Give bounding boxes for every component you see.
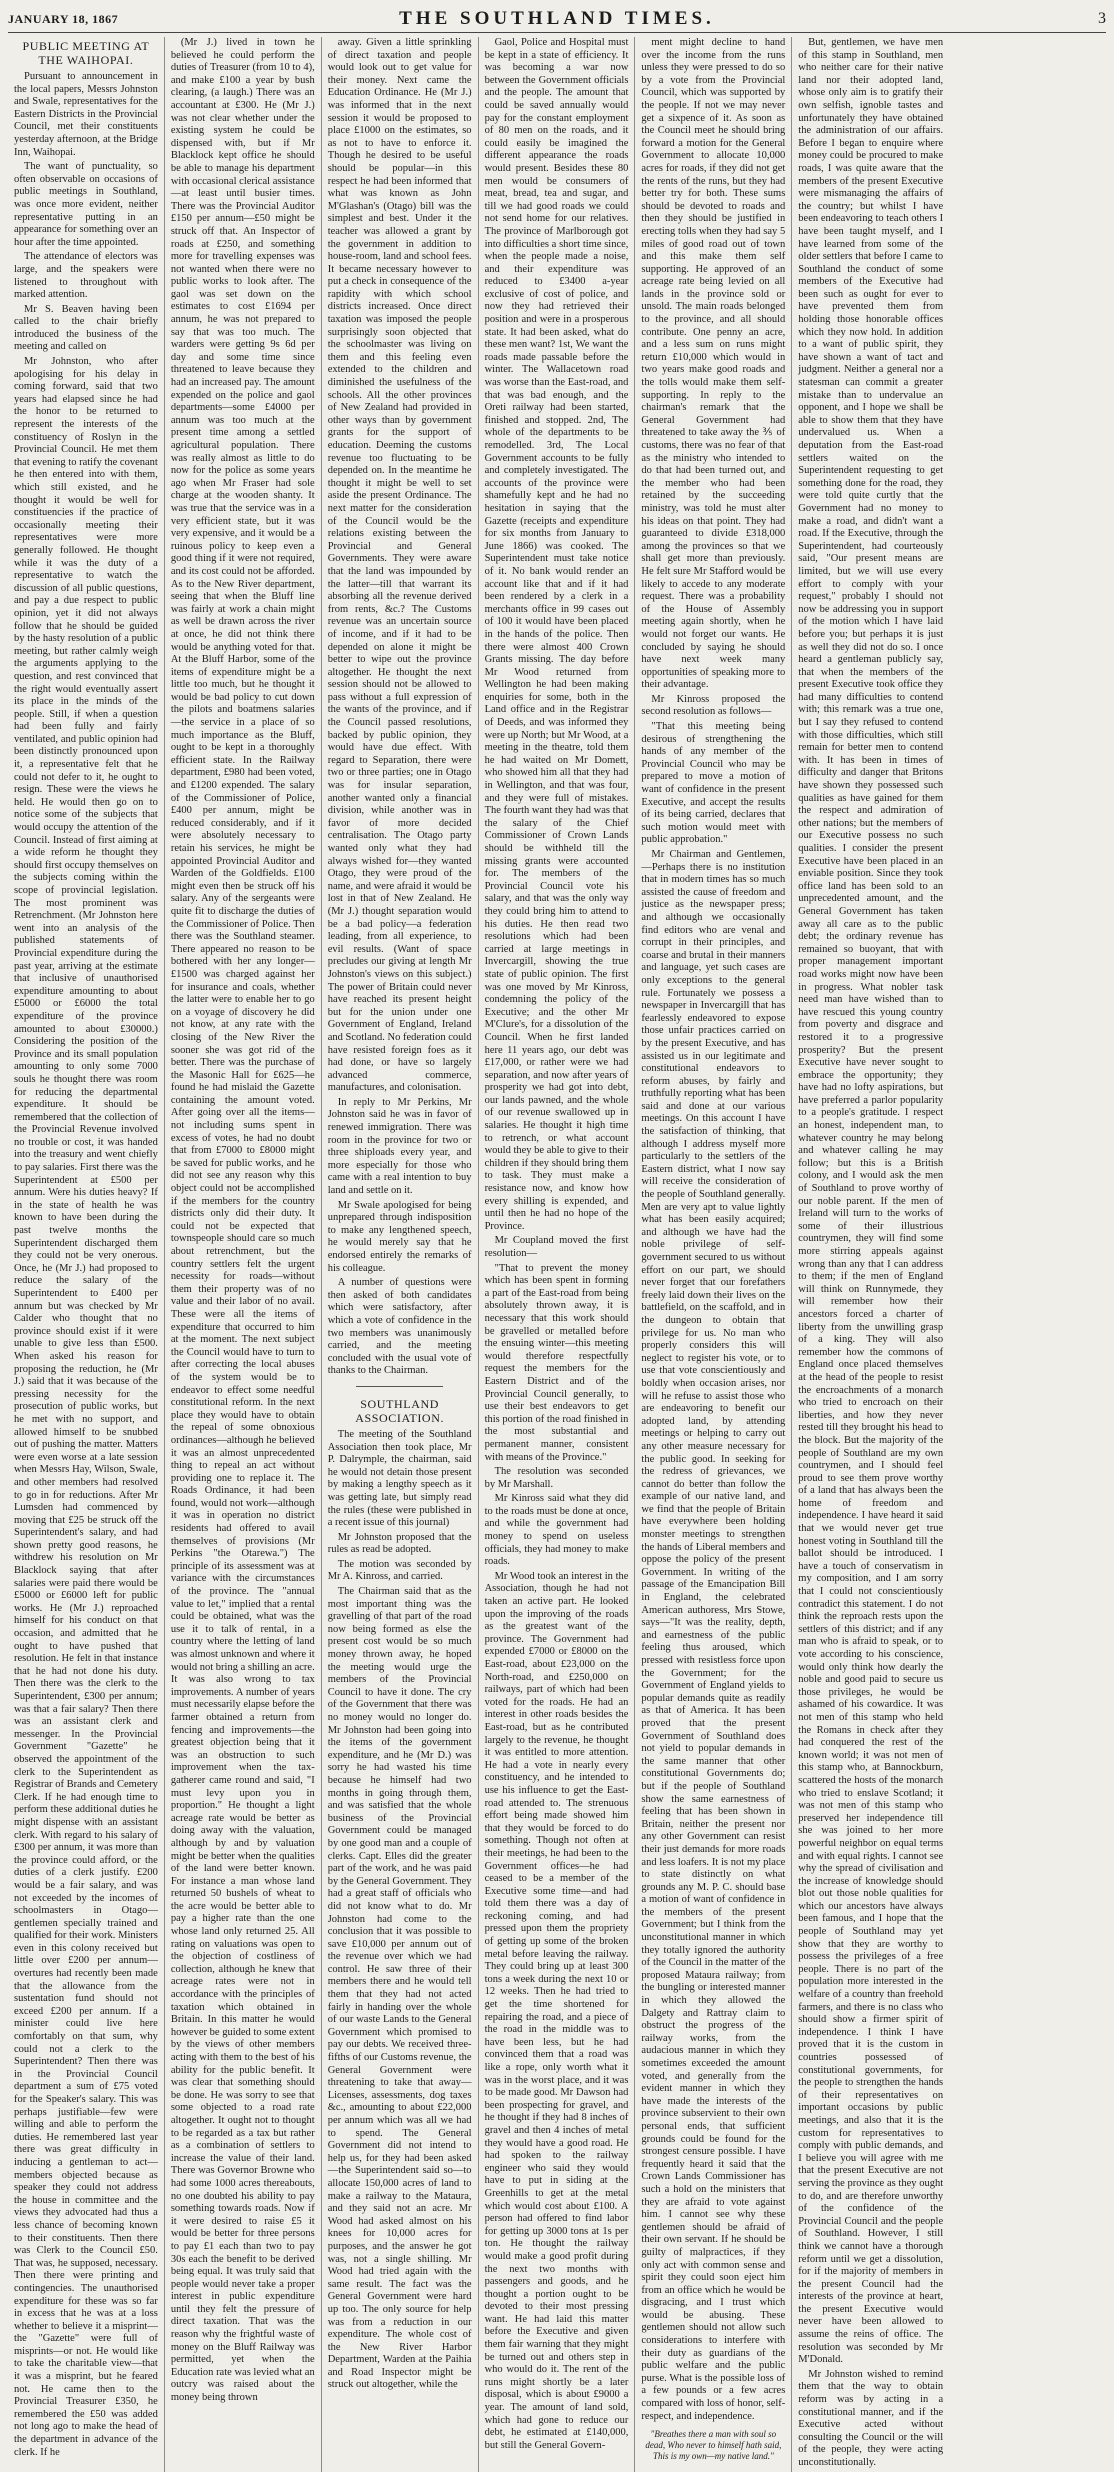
paragraph: The meeting of the Southland Association then took place, Mr P. Dalrymple, the chairman, said he would not detain those present by making a lengthy speech as it was getting late, but simply read the rules (these were published in a recent issue of this journal)	[327, 1428, 472, 1529]
paragraph: Mr Johnston proposed that the rules as read be adopted.	[327, 1531, 472, 1556]
column-2-body	[171, 37, 315, 2405]
paragraph: Mr Kinross said what they did to the roads must be done at once, and while the government had money to spend on useless officials, they had money to make roads.	[484, 1493, 629, 1568]
paragraph: Mr Chairman and Gentlemen,—Perhaps there is no institution that in modern times has so much assisted the cause of freedom and justice as the newspaper press; and although we occasionally find editors who are venal and corrupt in their principles, and coarse and brutal in their manners and language, yet such cases are only exceptions to the general rule. Fortunately we possess a newspaper in Invercargill that has fearlessly endeavored to expose those unfair practices carried on by the present Executive, and has assisted us in our legitimate and constitutional endeavors to reform abuses, by fairly and truthfully reporting what has been said and done at our various meetings. On this account I have the satisfaction of thinking, that although I address myself more particularly to the settlers of the Eastern district, what I now say will receive the consideration of the people of Southland generally. Men are very apt to value lightly what has been easily acquired; and although we have had the noble privilege of self-government secured to us without effort on our part, we should never forget that our forefathers freely laid down their lives on the battlefield, on the scaffold, and in the dungeon to obtain that privilege for us. No man who properly considers this will neglect to register his vote, or to use that vote conscientiously and boldly when occasion arises, nor will he refuse to assist those who are endeavoring to benefit our adopted land, by attending meetings or helping to carry out any other measure necessary for the public good. In seeking for the redress of grievances, we cannot do better than follow the example of our native land, and we find that the people of Britain have everywhere been holding monster meetings to strengthen the hands of Liberal members and oppose the policy of the present Government. In writing of the passage of the Emancipation Bill in England, the celebrated American authoress, Mrs Stowe, says—"It was the reality, depth, and earnestness of the public feeling thus aroused, which pressed with resistless force upon the Government; for the Government of England yields to popular demands quite as readily as that of America. It has been proved that the present Government of Southland does not yield to popular demands in the same manner that other constitutional Governments do; but if the people of Southland show the same earnestness of feeling that has been shown in Britain, neither the present nor any other Government can resist their just demands for more roads and less loafers. It is not my place to state distinctly on what grounds any M. P. C. should base a motion of want of confidence in the members of the present Government; but I think from the unconstitutional manner in which they totally ignored the authority of the Council in the matter of the proposed Mataura railway; from the bungling or interested manner in which they allowed the Dalgety and Rattray claim to obstruct the progress of the railway works, from the audacious manner in which they sometimes exceeded the amount voted, and generally from the evident manner in which they have made the interests of the province subservient to their own personal ends, that sufficient grounds could be found for the strongest censure possible. I have frequently heard it said that the Crown Lands Commissioner has such a hold on the ministers that they are afraid to vote against him. I cannot see why these gentlemen should be afraid of their own servant. If he should be guilty of malpractices, if they only act with common sense and spirit they could soon eject him from an office which he would be disgracing, and I trust which would be abusing. These gentlemen should not allow such considerations to interfere with their duty as guardians of the public welfare and the public purse. What is the possible loss of a few pounds or a few acres compared with loss of honor, self-respect, and independence.	[641, 849, 786, 2422]
issue-date: JANUARY 18, 1867	[8, 11, 119, 26]
paragraph: But, gentlemen, we have men of this stamp in Southland, men who neither care for their native land nor their adopted land, whose only aim is to gratify their own selfish, ignoble tastes and unfortunately they have obtained the administration of our affairs. Before I began to enquire where money could be procured to make roads, I was quite aware that the members of the present Executive were mismanaging the affairs of the country; but whilst I have been endeavoring to teach others I have been taught myself, and I have learned from some of the older settlers that before I came to Southland the conduct of some members of the Executive had been such as ought for ever to have prevented them from holding those honorable offices which they now hold. In addition to a want of public spirit, they have shown a want of tact and judgment. Neither a general nor a statesman can commit a greater mistake than to undervalue an opponent, and I hope we shall be able to show them that they have undervalued us. When a deputation from the East-road settlers waited on the Superintendent requesting to get something done for the road, they were told quite curtly that the Government had no money to make a road, and didn't want a road. If the Executive, through the Superintendent, had courteously said, "Our present means are limited, but we will use every effort to comply with your request," probably I should not now be addressing you in support of the motion which I have laid before you; but perhaps it is just as well they did not do so. I once heard a gentleman publicly say, that when the members of the present Executive took office they had many difficulties to contend with; this remark was a true one, but I say they refused to contend with those difficulties, which still remain for better men to contend with. It has been in times of difficulty and danger that Britons have shown they possessed such qualities as have gained for them the respect and admiration of other nations; but the members of our Executive possess no such qualities. I consider the present Executive have been placed in an enviable position. Since they took office land has been sold to an unprecedented amount, and the General Government has taken away all care as to the public debt; the ordinary revenue has remained so buoyant, that with proper management important road works might now have been in progress. What nobler task need man have wished than to have rescued this young country from poverty and disgrace and restored it to a progressive prosperity? But the present Executive have never sought to embrace the opportunity; they have had no lofty aspirations, but have preferred a parlor popularity to a people's gratitude. I respect an honest, independent man, to whatever country he may belong and whatever calling he may follow; but this is a British colony, and I would ask the men of Southland to prove worthy of our noble parent. If the men of Ireland will turn to the works of some of their illustrious countrymen, they will find some more stirring appeals against wrong than any that I can address to them; if the men of England will think on Runnymede, they will remember how their ancestors forced a charter of liberty from the unwilling grasp of a king. They will also remember how the commons of England once placed themselves at the head of the people to resist the encroachments of a monarch who tried to encroach on their liberties, and how they never rested till they brought his head to the block. But the majority of the people of Southland are my own countrymen, and I should feel proud to see them prove worthy of a land that has always been the home of freedom and independence. I have heard it said that we would never get true honest voting in Southland till the ballot should be introduced. I have a touch of conservatism in my composition, and I am sorry that I could not conscientiously contradict this statement. I do not think the reproach rests upon the settlers of this district; and if any man who is afraid to speak, or to vote according to his conscience, would only think how dearly the noble and good paid to secure us those privileges, he would be ashamed of his cowardice. It was not men of this stamp who held the Romans in check after they had conquered the rest of the known world; it was not men of this stamp who, at Bannockburn, scattered the hosts of the monarch who tried to enslave Scotland; it was not men of this stamp who preserved her independence till she was joined to her more powerful neighbor on equal terms and with equal rights. I cannot see why the spread of civilisation and the increase of knowledge should blot out those noble qualities for which our ancestors have always been famous, and I hope that the people of Southland may yet show that they are worthy to possess the privileges of a free people. There is no part of the population more interested in the welfare of a country than freehold farmers, and there is no class who should show a firmer spirit of independence. I think I have proved that it is the custom in countries possessed of constitutional governments, for the people to strengthen the hands of their representatives on important occasions by public meetings, and also that it is the custom for representatives to comply with public demands, and I believe you will agree with me that the present Executive are not serving the province as they ought to do, and are therefore unworthy of the confidence of the Provincial Council and the people of Southland. However, I still think we cannot have a thorough reform until we get a dissolution, for if the majority of members in the present Council had the interests of the province at heart, the present Executive would never have been allowed to assume the reins of office. The resolution was seconded by Mr M'Donald.	[798, 37, 944, 2366]
paragraph: Mr Johnston, who after apologising for his delay in coming forward, said that two years had elapsed since he had the honor to be returned to represent the interests of the constituency of Roslyn in the Provincial Council. He met them that evening to ratify the covenant he then entered into with them, which still existed, and he thought it would be well for constituencies if the practice of occasionally meeting their representatives were more generally followed. He thought while it was the duty of a representative to watch the discussion of all public questions, and pay a due respect to public opinion, yet it did not always follow that he should be guided by the hasty resolution of a public meeting, but rather calmly weigh the arguments applying to the question, and rest convinced that the right would eventually assert its place in the minds of the people. Still, if when a question had been fully and fairly ventilated, and public opinion had been distinctly pronounced upon it, a representative felt that he could not defer to it, he ought to resign. These were the views he held. He would then go on to notice some of the subjects that would occupy the attention of the Council. Instead of first aiming at a wide reform he thought they should first occupy themselves on the subjects coming within the scope of provincial legislation. The most prominent was Retrenchment. (Mr Johnston here went into an analysis of the published statements of Provincial expenditure during the past year, arriving at the estimate that inclusive of unauthorised expenditure amounting to about £5000 or £6000 the total expenditure of the province amounted to about £30000.) Considering the position of the Province and its small population amounting to only some 7000 souls he thought there was room for reducing the departmental expenditure. It should be remembered that the collection of the Provincial Revenue involved no trouble or cost, it was handed into the treasury and went chiefly to pay salaries. First there was the Superintendent at £500 per annum. Were his duties heavy? If in the state of health he was known to have been during the past twelve months the Superintendent discharged them they could not be very onerous. Once, he (Mr J.) had proposed to reduce the salary of the Superintendent to £400 per annum but was checked by Mr Calder who thought that no province should exist if it were unable to give less than £500. When asked his reason for proposing the reduction, he (Mr J.) said that it was because of the pressing necessity for the prosecution of public works, but he met with no support, and allowed himself to be snubbed out of pushing the matter. Matters were even worse at a late session when Messrs Hay, Wilson, Swale, and other members had resolved to go in for reductions. After Mr Lumsden had commenced by moving that £25 be struck off the Superintendent's salary, and had shown pretty good reasons, he withdrew his resolution on Mr Blacklock saying that after salaries were paid there would be £5000 or £6000 left for public works. He (Mr J.) reproached himself for his conduct on that occasion, and admitted that he ought to have pushed that resolution. He felt in that instance that he had not done his duty. Then there was the clerk to the Superintendent, £300 per annum; was that a fair salary? Then there was an assistant clerk and messenger. In the Provincial Government "Gazette" he observed the appointment of the clerk to the Superintendent as Registrar of Brands and Cemetery Clerk. If he had enough time to perform these additional duties he might dispense with an assistant clerk. With regard to his salary of £300 per annum, it was more than the province could afford, or the duties of a clerk justify. £200 would be a fair salary, and was not exceeded by the incomes of schoolmasters in Otago—gentlemen specially trained and qualified for their work. Ministers even in this colony received but little over £200 per annum—overtures had recently been made that the allowance from the sustentation fund should not exceed £200 per annum. If a minister could live here comfortably on that sum, why could not a clerk to the Superintendent? Then there was in the Provincial Council department a sum of £75 voted for the Speaker's salary. This was perhaps justifiable—few were willing and able to perform the duties. He remembered last year there was great difficulty in inducing a gentleman to act—members objected because as speaker they could not address the house in committee and the views they advocated had thus a less chance of becoming known to their constituents. Then there was Clerk to the Council £50. That was, he supposed, necessary. Then there were printing and contingencies. The unauthorised expenditure for these was so far in excess that he was at a loss whether to believe it a misprint—the "Gazette" were full of misprints—or not. He would like to take the charitable view—that it was a misprint, but he feared not. He came then to the Provincial Treasurer £350, he remembered the £50 was added not long ago to make the head of the department in advance of the clerk. If he	[14, 356, 158, 2458]
paragraph: ment might decline to hand over the income from the runs unless they were pressed to do so by a vote from the Provincial Council, which was supported by the people. If not we may never get a sixpence of it. As soon as the Council meet he should bring forward a motion for the General Government to allocate 10,000 acres for roads, if they did not get the rents of the runs, but they had better try for both. These sums should be devoted to roads and then they should be justified in erecting tolls when they had say 5 miles of good road out of town and this make them self supporting. He approved of an acreage rate being levied on all lands in the province sold or unsold. The main roads belonged to the province, and all should contribute. One penny an acre, and a less sum on runs might return £10,000 which would in two years make good roads and the tolls would make them self-supporting. In reply to the chairman's remark that the General Government had threatened to take away the ⅗ of customs, there was no fear of that as the ministry who intended to do that had been turned out, and the member who had been retained by the succeeding ministry, was told he must alter his ideas on that point. They had guaranteed to divide £318,000 among the provinces so that we shall get more than previously. He felt sure Mr Stafford would be likely to accede to any moderate request. There was a probability of the House of Assembly meeting again shortly, when he would not forget our wants. He concluded by saying he should have next week many opportunities of speaking more to their advantage.	[641, 37, 786, 691]
paragraph: The attendance of electors was large, and the speakers were listened to throughout with marked attention.	[14, 251, 158, 301]
column-1-body	[14, 71, 158, 2459]
column-5	[635, 37, 792, 2472]
paragraph: "That to prevent the money which has been spent in forming a part of the East-road from being absolutely thrown away, it is necessary that this work should be gravelled or metalled before the ensuing winter—this meeting would therefore respectfully request the members for the Eastern District and of the Provincial Council generally, to use their best endeavors to get this portion of the road finished in the most substantial and permanent manner, consistent with means of the Province."	[484, 1262, 629, 1463]
column-2	[165, 37, 322, 2472]
paragraph: (Mr J.) lived in town he believed he could perform the duties of Treasurer (from 10 to 4), and make £100 a year by bush clearing, (a laugh.) There was an accountant at £300. He (Mr J.) was not clear whether under the existing system he could be dispensed with, but if Mr Blacklock kept office he should be able to manage his department with occasional clerical assistance—at least until busier times. There was the Provincial Auditor £150 per annum—£50 might be struck off that. An Inspector of roads at £250, and something more for travelling expenses was not wanted when there were no public works to look after. The gaol was set down on the estimates to cost £1694 per annum, he was not prepared to say that was too much. The warders were getting 9s 6d per day and some time since threatened to leave because they had an increased pay. The amount expended on the police and gaol departments—some £4000 per annum was too much at the present time among a settled agricultural population. There was really almost as little to do now for the police as some years ago when Mr Fraser had sole charge at the wooden shanty. It was true that the service was in a very efficient state, but it was very expensive, and it would be a ruinous policy to keep even a good thing if it were not required, and its cost could not be afforded. As to the New River department, seeing that when the Bluff line was fairly at work a chain might as well be drawn across the river at once, he did not think there would be anything voted for that. At the Bluff Harbor, some of the items of expenditure might be a little too much, but he thought it would be bad policy to cut down the pilots and boatmens salaries—the service in a place of so much importance as the Bluff, ought to be kept in a thoroughly efficient state. In the Railway department, £980 had been voted, and £1200 expended. The salary of the Commissioner of Police, £400 per annum, might be reduced considerably, and if it were absolutely necessary to retain his services, he might be appointed Provincial Auditor and Warden of the Goldfields. £100 might even then be struck off his salary. Any of the sergeants were quite fit to discharge the duties of the Commissioner of Police. Then there was the Southland steamer. There appeared no reason to be bothered with her any longer—£1500 was charged against her for insurance and coals, whether the latter were to enable her to go on a voyage of discovery he did not know, at any rate with the closing of the New River the sooner she was got rid of the better. There was the purchase of the Masonic Hall for £625—he found he had mislaid the Gazette containing the amount voted. After going over all the items—not including sums spent in excess of votes, he had no doubt that from £7000 to £8000 might be saved for public works, and he did not see any reason why this object could not be accomplished if the members for the country districts only did their duty. It could not be expected that townspeople should care so much about retrenchment, but the country settlers felt the urgent necessity for roads—without them their property was of no value and their labor of no avail. These were all the items of expenditure that occurred to him at the moment. The next subject the Council would have to turn to after correcting the local abuses of the system would be to endeavor to effect some needful constitutional reform. In the next place they would have to obtain the repeal of some obnoxious ordinances—although he believed it was an almost unprecedented thing to repeal an act without providing one to replace it. The Roads Ordinance, it had been found, would not work—although it was in operation no district residents had offered to avail themselves of provisions (Mr Perkins "the Otarewa.") The principle of its assessment was at variance with the circumstances of the province. The "annual value to let," implied that a rental could be obtained, what was the use it to talk of rental, in a country where the letting of land was almost unknown and where it would not bring a shilling an acre. It was also wrong to tax improvements. A number of years must necessarily elapse before the farmer obtained a return from fencing and improvements—the greatest objection being that it was an obstruction to such improvement when the tax-gatherer came round and said, "I must levy upon you in proportion." He thought a light acreage rate would be better as doing away with the valuation, although by and by valuation might be better when the qualities of the land were better known. For instance a man whose land returned 50 bushels of wheat to the acre would be better able to pay a higher rate than the one whose land only returned 25. All rating on valuations was open to the objection of costliness of collection, although he knew that acreage rates were not in accordance with the principles of taxation which obtained in Britain. In this matter he would however be guided to some extent by the views of other members acting with them to the best of his ability for the public benefit. It was clear that something should be done. He was sorry to see that some objected to a road rate altogether. It ought not to thought to be regarded as a tax but rather as a combination of settlers to increase the value of their land. There was Governor Browne who had some 1000 acres thereabouts, no one doubted his ability to pay something towards roads. Now if it were desired to raise £5 it would be better for three persons to pay £1 each than two to pay 30s each the benefit to be derived being equal. It was truly said that people would never take a proper interest in public expenditure until they felt the pressure of direct taxation. That was the reason why the frightful waste of money on the Bluff Railway was permitted, yet when the Education rate was levied what an outcry was raised about the money being thrown	[170, 37, 315, 2404]
paragraph: Mr Swale apologised for being unprepared through indisposition to make any lengthened speech, he would merely say that he endorsed entirely the remarks of his colleague.	[327, 1199, 472, 1274]
column-1	[8, 37, 165, 2472]
paragraph: Mr S. Beaven having been called to the chair briefly introduced the business of the meeting and called on	[14, 303, 158, 353]
paragraph: The resolution was seconded by Mr Marshall.	[484, 1466, 629, 1490]
paragraph: Mr Kinross proposed the second resolution as follows—	[641, 693, 786, 718]
newspaper-title: THE SOUTHLAND TIMES.	[399, 8, 715, 29]
article-columns	[8, 37, 1106, 2468]
paragraph: A number of questions were then asked of both candidates which were satisfactory, after which a vote of confidence in the two members was unanimously carried, and the meeting concluded with the usual vote of thanks to the Chairman.	[327, 1277, 472, 1377]
paragraph: Mr Johnston wished to remind them that the way to obtain reform was by acting in a constitutional manner, and if the Executive acted without consulting the Council or the will of the people, they were acting unconstitutionally.	[798, 2368, 944, 2468]
masthead	[8, 6, 1106, 33]
column-6	[792, 37, 949, 2472]
column-6-body	[798, 37, 943, 2470]
column-4-body	[485, 37, 629, 2452]
column-3	[322, 37, 479, 2472]
article-heading-public-meeting: PUBLIC MEETING AT THE WAIHOPAI.	[22, 39, 150, 67]
column-3-body-second	[328, 1429, 472, 2392]
paragraph: Gaol, Police and Hospital must be kept in a state of efficiency. It was becoming a war now between the Government officials and the people. The amount that could be saved annually would pay for the constant employment of 80 men on the roads, and it could easily be imagined the different appearance the roads would present. Besides these 80 men would be consumers of meat, bread, tea and sugar, and till we had good roads we could not send home for our relatives. The province of Marlborough got into difficulties a short time since, when the people made a noise, and their expenditure was reduced to £3400 a-year exclusive of cost of police, and now they had retrieved their position and were in a prosperous state. It had been asked, what do these men want? 1st, We want the roads made passable before the winter. The Wallacetown road was worse than the East-road, and that was bad enough, and the Oreti railway had been started, finished and stopped. 2nd, The whole of the departments to be remodelled. 3rd, The Local Government accounts to be fully and completely investigated. The accounts of the province were shamefully kept and he had no hesitation in saying that the Gazette (receipts and expenditure for six months from January to June 1866) was cooked. The Superintendent must take notice of it. No bank would render an account like that and if it had been rendered by a clerk in a merchants office in 99 cases out of 100 it would have been placed in the hands of the police. Then there were almost 400 Crown Grants missing. The day before Mr Wood returned from Wellington he had been making enquiries for some, both in the Land office and in the Registrar of Deeds, and was informed they were up North; but Mr Wood, at a meeting in the theatre, told them he had waited on Mr Domett, who showed him all that they had in Wellington, and that was four, and they were full of mistakes. The fourth want they had was that the salary of the Chief Commissioner of Crown Lands should be withheld till the missing grants were accounted for. The members of the Provincial Council vote his salary, and that was the only way they could bring him to attend to his duties. He then read two resolutions which had been carried at large meetings in Invercargill, showing the true state of public opinion. The first was one moved by Mr Kinross, condemning the policy of the Executive; and the other Mr M'Clure's, for a dissolution of the Council. When he first landed here 11 years ago, our debt was £17,000, or rather were we had separation, and now after years of prosperity we had got into debt, our lands pawned, and the whole of our revenue swallowed up in salaries. He thought it high time to retrench, or what account would they be able to give to their children if they should bring them to task. They must make a resistance now, and know how every shilling is expended, and until then he had no hope of the Province.	[484, 37, 629, 1232]
paragraph: In reply to Mr Perkins, Mr Johnston said he was in favor of renewed immigration. There was room in the province for two or three shiploads every year, and more especially for those who came with a real intention to buy land and settle on it.	[327, 1096, 472, 1197]
paragraph: The want of punctuality, so often observable on occasions of public meetings in Southland, was once more evident, neither representative putting in an appearance for something over an hour after the time appointed.	[14, 161, 158, 248]
article-heading-southland-association: SOUTHLAND ASSOCIATION.	[355, 1396, 445, 1425]
section-divider	[356, 1386, 442, 1387]
paragraph: away. Given a little sprinkling of direct taxation and people would look out to get value for their money. Next came the Education Ordinance. He (Mr J.) was informed that in the next session it would be proposed to place £1000 on the estimates, so as not to have to enforce it. Though he desired to be useful should be popular—in this respect he had been informed that what was known as John M'Glashan's (Otago) bill was the simplest and best. Under it the teacher was allowed a grant by the government in addition to house-room, land and school fees. It became necessary however to put a check in consequence of the rapidity with which school districts increased. Once direct taxation was imposed the people surprisingly soon objected that the schoolmaster was living on them and this feeling even extended to the children and diminished the usefulness of the schools. All the other provinces of New Zealand had provided in other ways than by government grants for the support of education. Deeming the customs revenue too fluctuating to be depended on. In the meantime he thought it might be well to set aside the present Ordinance. The next matter for the consideration of the Council would be the relations existing between the Provincial and General Governments. They were aware that the land was impounded by the latter—till that warrant its absorbing all the revenue derived from rents, &c.? The Customs revenue was an uncertain source of income, and if it had to be depended on alone it might be better to wipe out the province altogether. He thought the next session should not be allowed to pass without a full expression of the wants of the province, and if the Council passed resolutions, backed by public opinion, they would have due effect. With regard to Separation, there were two or three parties; one in Otago was for insular separation, another wanted only a financial division, while another was in favor of more decided centralisation. The Otago party wanted only what they had always wished for—they wanted Otago, they were proud of the name, and were afraid it would be lost in that of New Zealand. He (Mr J.) thought separation would be a bad policy—a federation leading, from all experience, to evil results. (Want of space precludes our giving at length Mr Johnston's views on this subject.) The power of Britain could never have reached its present height but for the union under one Government of England, Ireland and Scotland. No federation could have resisted foreign foes as it had done, or have so largely advanced commerce, manufactures, and colonisation.	[327, 37, 472, 1094]
paragraph: The Chairman said that as the most important thing was the gravelling of that part of the road now being formed as else the present cost would be so much money thrown away, he hoped the meeting would urge the members of the Provincial Council to have it done. The cry of the Government that there was no money would no longer do. Mr Johnston had been going into the items of the government expenditure, and he (Mr D.) was sorry he had wasted his time because he himself had two months in going through them, and was satisfied that the whole business of the Provincial Government could be managed by one good man and a couple of clerks. Capt. Elles did the greater part of the work, and he was paid by the General Government. They had a great staff of officials who did not know what to do. Mr Johnston had come to the conclusion that it was possible to save £10,000 per annum out of the revenue over which we had control. He saw three of their members there and he would tell them that they had not acted fairly in handing over the whole of our waste Lands to the General Government which promised to pay our debts. We received three-fifths of our Customs revenue, the General Government were threatening to take that away—Licenses, assessments, dog taxes &c., amounting to about £22,000 per annum which was all we had to spend. The General Government did not intend to help us, for they had been asked—the Superintendent said so—to allocate 150,000 acres of land to make a railway to the Mataura, and they said not an acre. Mr Wood had asked almost on his knees for 10,000 acres for purposes, and the answer he got was, not a single shilling. Mr Wood had tried again with the same result. The fact was the General Government were hard up too. The only source for help was from a reduction in our expenditure. The whole cost of the New River Harbor Department, Warden at the Paihia and Road Inspector might be struck out altogether, while the	[327, 1586, 472, 2391]
column-3-body	[328, 37, 472, 1378]
paragraph: Pursuant to announcement in the local papers, Messrs Johnston and Swale, representatives for the Eastern Districts in the Provincial Council, met their constituents yesterday afternoon, at the Bridge Inn, Waihopai.	[14, 71, 158, 158]
page-number: 3	[1098, 10, 1106, 27]
poem-quotation: "Breathes there a man with soul so dead, Who never to himself hath said, This is my own—my native land."	[645, 2429, 782, 2462]
paragraph: "That this meeting being desirous of strengthening the hands of any member of the Provincial Council who may be prepared to move a motion of want of confidence in the present Executive, and accept the results of its being carried, declares that such motion would meet with public approbation."	[641, 721, 786, 846]
column-5-body	[641, 37, 785, 2423]
column-4	[479, 37, 636, 2472]
paragraph: Mr Coupland moved the first resolution—	[484, 1235, 629, 1259]
paragraph: Mr Wood took an interest in the Association, though he had not taken an active part. He looked upon the improving of the roads as the greatest want of the province. The Government had expended £7000 or £8000 on the East-road, about £23,000 on the North-road, and £250,000 on railways, part of which had been voted for the roads. He had an interest in other roads besides the East-road, but as he contributed largely to the revenue, he thought it was entitled to more attention. He had a vote in nearly every constituency, and he intended to use his influence to get the East-road attended to. The strenuous effort being made showed him that they would be forced to do something. Though not often at their meetings, he had been to the Government offices—he had ceased to be a member of the Executive some time—and had told them there was a day of reckoning coming, and had pressed upon them the propriety of getting up some of the broken metal before leaving the railway. They could bring up at least 300 tons a week during the next 10 or 12 weeks. Then he had tried to get the time shortened for repairing the road, and a piece of the road in the middle was to have been less, but he had convinced them that a road was like a rope, only worth what it was in the worst place, and it was to be made good. Mr Dawson had been prospecting for gravel, and he thought if they had 8 inches of gravel and then 4 inches of metal they would have a good road. He had spoken to the railway engineer who said they would have to put in siding at the Greenhills to get at the metal which would cost about £100. A person had offered to find labor for getting up 3000 tons at 1s per ton. He thought the railway would make a good profit during the next two months with passengers and goods, and he thought a portion ought to be devoted to their most pressing want. He had laid this matter before the Executive and given them fair warning that they might be turned out and others step in who would do it. The rent of the runs might shortly be a later disposal, which is about £9000 a year. The amount of land sold, which had gone to reduce our debt, he estimated at £140,000, but still the General Govern-	[484, 1570, 629, 2451]
paragraph: The motion was seconded by Mr A. Kinross, and carried.	[327, 1558, 472, 1583]
